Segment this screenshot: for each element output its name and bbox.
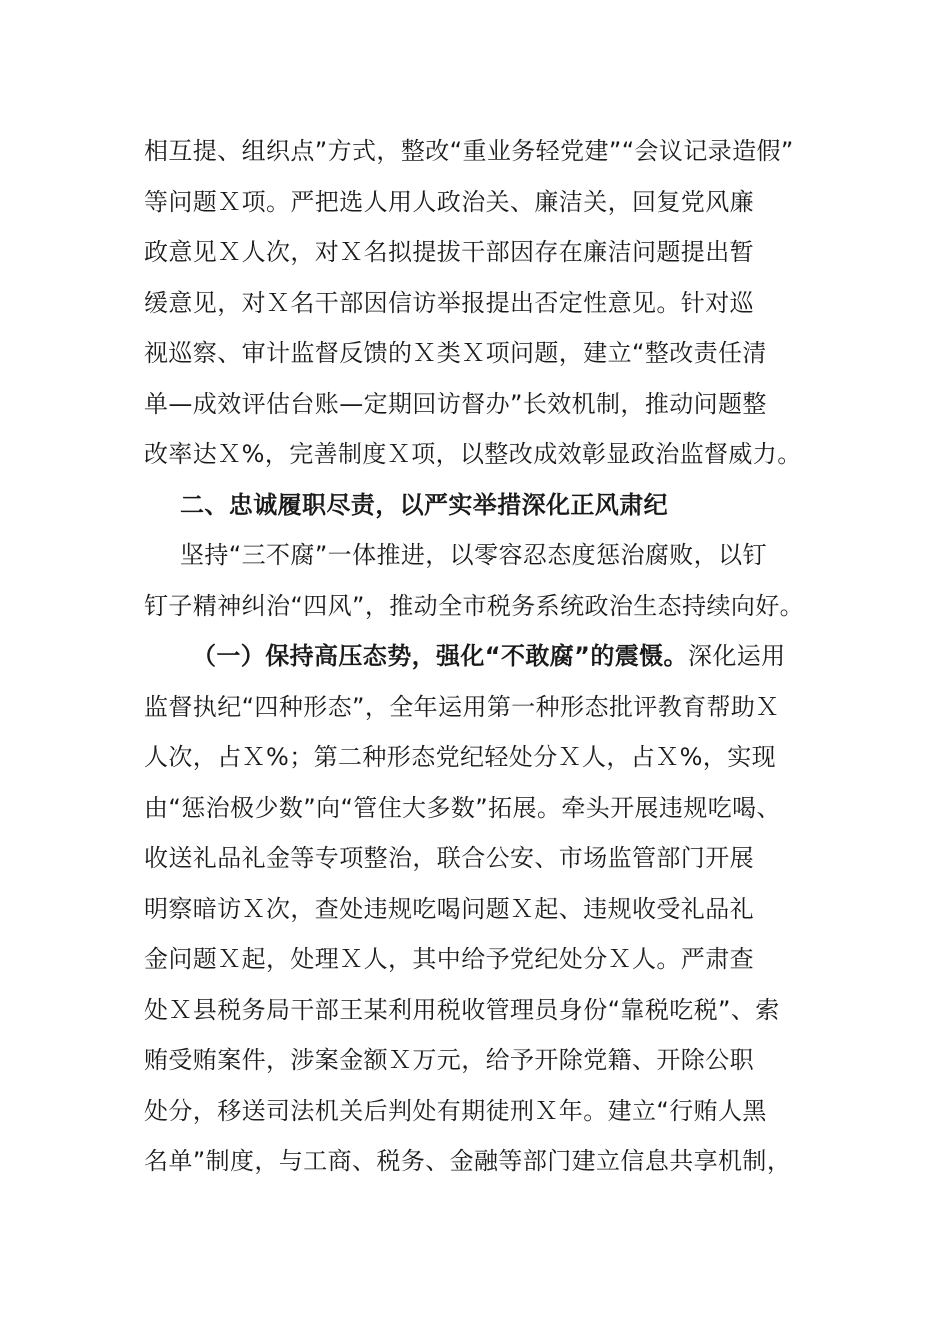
paragraph-line: 收送礼品礼金等专项整治，联合公安、市场监管部门开展 <box>144 844 754 872</box>
subsection-heading: （一）保持高压态势，强化“不敢腐”的震慑。 <box>192 642 688 670</box>
paragraph-line: 监督执纪“四种形态”，全年运用第一种形态批评教育帮助Ｘ <box>144 692 780 721</box>
paragraph-line: 名单”制度，与工商、税务、金融等部门建立信息共享机制， <box>144 1147 792 1175</box>
paragraph-line: 贿受贿案件，涉案金额Ｘ万元，给予开除党籍、开除公职 <box>144 1046 754 1074</box>
intro-line: 坚持“三不腐”一体推进，以零容忍态度惩治腐败，以钉 <box>180 541 767 569</box>
paragraph-line: 单—成效评估台账—定期回访督办”长效机制，推动问题整 <box>144 389 767 418</box>
subsection-first-line-text: 深化运用 <box>687 642 786 670</box>
section-heading: 二、忠诚履职尽责，以严实举措深化正风肃纪 <box>180 490 668 519</box>
paragraph-line: 改率达Ｘ%，完善制度Ｘ项，以整改成效彰显政治监督威力。 <box>144 440 802 468</box>
intro-line: 钉子精神纠治“四风”，推动全市税务系统政治生态持续向好。 <box>144 591 805 620</box>
paragraph-line: 金问题Ｘ起，处理Ｘ人，其中给予党纪处分Ｘ人。严肃查 <box>144 945 754 973</box>
subsection-first-line <box>144 631 834 682</box>
paragraph-line: 人次，占Ｘ%；第二种形态党纪轻处分Ｘ人，占Ｘ%，实现 <box>144 743 777 771</box>
paragraph-line: 等问题Ｘ项。严把选人用人政治关、廉洁关，回复党风廉 <box>144 187 754 216</box>
document-body <box>144 126 834 1187</box>
paragraph-line: 视巡察、审计监督反馈的Ｘ类Ｘ项问题，建立“整改责任清 <box>144 339 767 367</box>
paragraph-line: 处Ｘ县税务局干部王某利用税收管理员身份“靠税吃税”、索 <box>144 995 780 1024</box>
paragraph-line: 政意见Ｘ人次，对Ｘ名拟提拔干部因存在廉洁问题提出暂 <box>144 238 754 266</box>
paragraph-line: 明察暗访Ｘ次，查处违规吃喝问题Ｘ起、违规收受礼品礼 <box>144 894 754 923</box>
paragraph-line: 处分，移送司法机关后判处有期徒刑Ｘ年。建立“行贿人黑 <box>144 1096 767 1125</box>
paragraph-line: 由“惩治极少数”向“管住大多数”拓展。牵头开展违规吃喝、 <box>144 793 781 822</box>
paragraph-line: 缓意见，对Ｘ名干部因信访举报提出否定性意见。针对巡 <box>144 288 754 317</box>
paragraph-line: 相互提、组织点”方式，整改“重业务轻党建”“会议记录造假” <box>144 137 794 165</box>
